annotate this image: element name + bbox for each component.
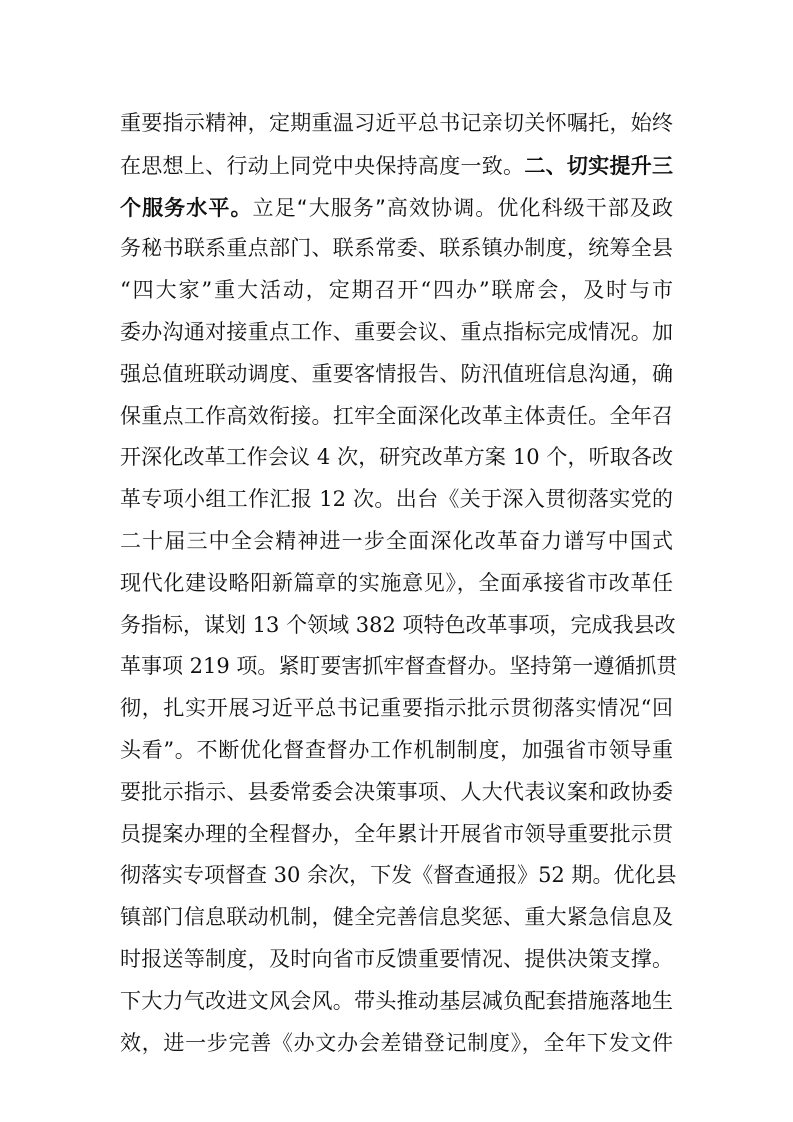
body-text: 彻落实专项督查 30 余次，下发《督查通报》52 期。优化县 <box>120 863 677 888</box>
body-text: 优化科级干部及政 <box>497 195 674 220</box>
body-text: 开深化改革工作会议 4 次，研究改革方案 10 个，听取各改 <box>120 445 673 470</box>
section-heading: 二、切实提升三 <box>524 152 674 178</box>
text-line <box>120 939 673 981</box>
text-line <box>120 646 678 688</box>
text-line <box>120 688 673 730</box>
body-text: 务秘书联系重点部门、联系常委、联系镇办制度，统筹全县 <box>120 236 673 261</box>
text-line <box>120 479 673 521</box>
text-line <box>120 396 673 438</box>
section-heading: 个服务水平。 <box>120 194 253 220</box>
text-line <box>120 228 673 270</box>
body-text: 彻，扎实开展习近平总书记重要指示批示贯彻落实情况“回 <box>120 696 673 721</box>
text-line <box>120 354 673 396</box>
body-text: 保重点工作高效衔接。 <box>120 403 333 428</box>
body-text: 全年召 <box>609 403 674 428</box>
text-line <box>120 730 673 772</box>
text-line <box>120 1023 673 1065</box>
body-text: 在思想上、行动上同党中央保持高度一致。 <box>120 153 525 178</box>
text-line <box>120 145 673 187</box>
text-line <box>120 270 673 312</box>
body-text: 镇部门信息联动机制，健全完善信息奖惩、重大紧急信息及 <box>120 905 673 930</box>
text-line <box>120 103 673 145</box>
subheading-text: 下大力气改进文风会风。 <box>120 988 355 1013</box>
body-text: 员提案办理的全程督办，全年累计开展省市领导重要批示贯 <box>120 821 673 846</box>
body-text: 二十届三中全会精神进一步全面深化改革奋力谱写中国式 <box>120 528 673 553</box>
text-line <box>120 187 673 229</box>
body-text: “四大家”重大活动，定期召开“四办”联席会，及时与市 <box>120 278 673 303</box>
text-line <box>120 897 673 939</box>
body-text: 头看”。不断优化督查督办工作机制制度，加强省市领导重 <box>120 737 673 762</box>
text-line <box>120 521 673 563</box>
text-line <box>120 312 673 354</box>
text-line <box>120 563 673 605</box>
subheading-text: 紧盯要害抓牢督查督办。 <box>278 654 510 679</box>
body-text: 现代化建设略阳新篇章的实施意见》，全面承接省市改革任 <box>120 570 673 595</box>
text-line <box>120 605 676 647</box>
text-line <box>120 981 673 1023</box>
body-text: 效，进一步完善《办文办会差错登记制度》，全年下发文件 <box>120 1030 673 1055</box>
subheading-text: 立足“大服务”高效协调。 <box>252 195 498 220</box>
body-text: 带头推动基层减负配套措施落地生 <box>354 988 674 1013</box>
subheading-text: 扛牢全面深化改革主体责任。 <box>332 403 610 428</box>
document-body <box>120 103 678 1064</box>
body-text: 革事项 219 项。 <box>120 654 279 679</box>
body-text: 重要指示精神，定期重温习近平总书记亲切关怀嘱托，始终 <box>120 111 673 135</box>
text-line <box>120 772 673 814</box>
body-text: 务指标，谋划 13 个领域 382 项特色改革事项，完成我县改 <box>120 612 676 637</box>
body-text: 坚持第一遵循抓贯 <box>509 654 678 679</box>
body-text: 委办沟通对接重点工作、重要会议、重点指标完成情况。加 <box>120 319 673 344</box>
body-text: 革专项小组工作汇报 12 次。出台《关于深入贯彻落实党的 <box>120 487 673 512</box>
text-line <box>120 437 673 479</box>
body-text: 时报送等制度，及时向省市反馈重要情况、提供决策支撑。 <box>120 946 673 971</box>
text-line <box>120 814 673 856</box>
text-line <box>120 855 677 897</box>
body-text: 要批示指示、县委常委会决策事项、人大代表议案和政协委 <box>120 779 673 804</box>
body-text: 强总值班联动调度、重要客情报告、防汛值班信息沟通，确 <box>120 361 673 386</box>
